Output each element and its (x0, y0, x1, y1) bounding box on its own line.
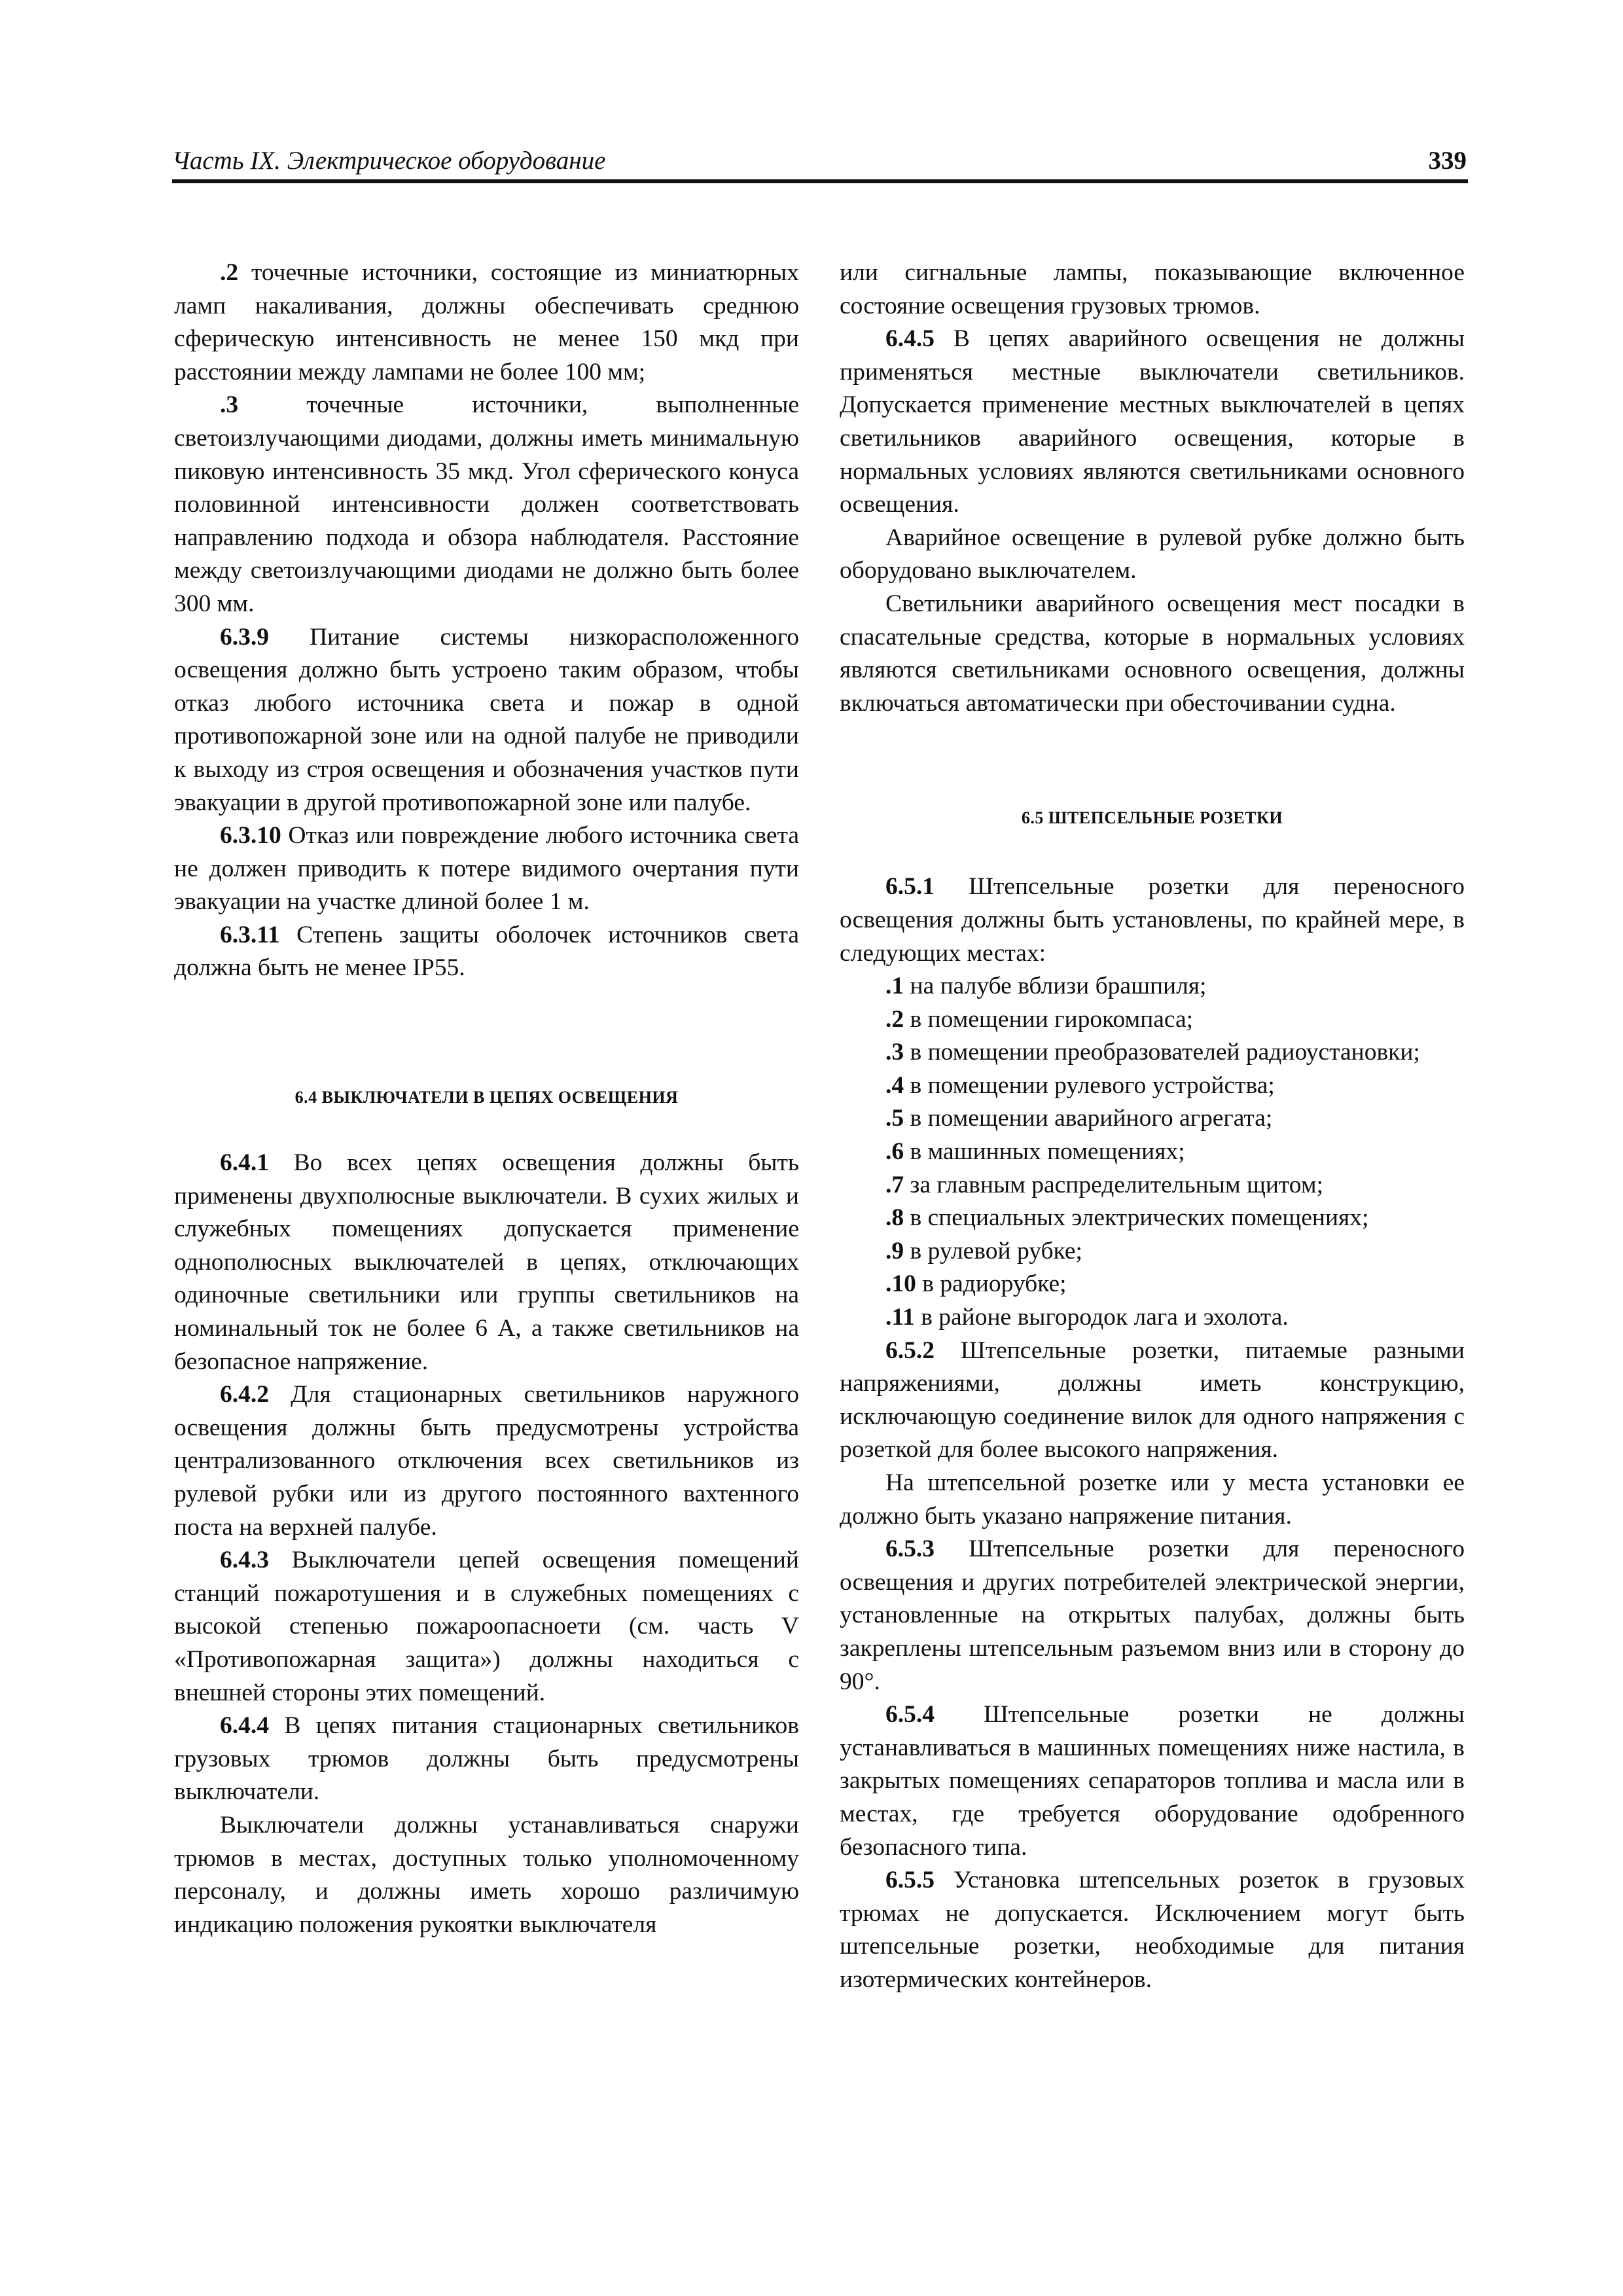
paragraph-text: Во всех цепях освещения должны быть применены двухполюсные выключатели. В сухих жилых и служебных помещениях допускается применение однополюсных выключателей в цепях, отключающих одиночные светильники или группы светильников на номинальный ток не более 6 А, а также светильников на безопасное напряжение. (174, 1149, 799, 1375)
paragraph-text: Выключатели цепей освещения помещений станций пожаротушения и в служебных помещениях с высокой степенью пожароопасноети (см. часть V «Противопожарная защита») должны находиться с внешней стороны этих помещений. (174, 1547, 799, 1706)
running-header-title: Часть IX. Электрическое оборудование (172, 147, 606, 175)
running-header (172, 145, 1468, 183)
page-number: 339 (1428, 147, 1467, 175)
list-item-text: на палубе вблизи брашпиля; (904, 973, 1207, 1000)
paragraph (174, 1147, 799, 1378)
paragraph-text: Штепсельные розетки, питаемые разными напряжениями, должны иметь конструкцию, исключающую соединение вилок для одного напряжения с розеткой для более высокого напряжения. (840, 1336, 1465, 1463)
list-item-text: в помещении гирокомпаса; (904, 1005, 1194, 1033)
left-column (174, 257, 799, 1941)
list-item-text: в машинных помещениях; (904, 1138, 1185, 1166)
paragraph (174, 919, 799, 985)
paragraph-text: точечные источники, состоящие из миниатюрных ламп накаливания, должны обеспечивать среднюю сферическую интенсивность не менее 150 мкд при расстоянии между лампами не более 100 мм; (174, 259, 799, 386)
paragraph (174, 1378, 799, 1544)
paragraph (840, 1864, 1465, 1996)
item-number: .2 (220, 259, 239, 286)
section-heading: 6.4 ВЫКЛЮЧАТЕЛИ В ЦЕПЯХ ОСВЕЩЕНИЯ (294, 1088, 679, 1107)
paragraph (840, 1698, 1465, 1864)
paragraph-text: Питание системы низкорасположенного освещения должно быть устроено таким образом, чтобы отказ любого источника света и пожар в одной противопожарной зоне или на одной палубе не приводили к выходу из строя освещения и обозначения участков пути эвакуации в другой противопожарной зоне или палубе. (174, 623, 799, 816)
right-column (840, 257, 1465, 1997)
list-item (840, 1136, 1465, 1169)
paragraph (174, 389, 799, 620)
paragraph-text: В цепях аварийного освещения не должны применяться местные выключатели светильников. Допускается применение местных выключателей в цепях светильников аварийного освещения, которые в нормальных условиях являются светильниками основного освещения. (840, 325, 1465, 518)
item-number: .5 (885, 1105, 904, 1132)
paragraph (174, 621, 799, 820)
paragraph-text: Отказ или повреждение любого источника света не должен приводить к потере видимого очертания пути эвакуации на участке длиной более 1 м. (174, 822, 799, 916)
paragraph: Выключатели должны устанавливаться снаружи трюмов в местах, доступных только уполномоченному персоналу, и должны иметь хорошо различимую индикацию положения рукоятки выключателя (174, 1811, 799, 1938)
list-item (840, 1003, 1465, 1037)
clause-number: 6.4.5 (885, 325, 935, 353)
list-item-text: в рулевой рубке; (904, 1237, 1082, 1265)
paragraph (174, 1544, 799, 1710)
list-item-text: в районе выгородок лага и эхолота. (914, 1304, 1289, 1331)
list-item-text: в специальных электрических помещениях; (904, 1204, 1369, 1232)
item-number: .2 (885, 1005, 904, 1033)
list-item (840, 1235, 1465, 1268)
paragraph-text: В цепях питания стационарных светильников грузовых трюмов должны быть предусмотрены выключатели. (174, 1712, 799, 1806)
item-number: .11 (885, 1304, 915, 1331)
list-item (840, 1102, 1465, 1136)
paragraph (840, 1335, 1465, 1467)
list-item (840, 1301, 1465, 1335)
paragraph-text: Для стационарных светильников наружного освещения должны быть предусмотрены устройства централизованного отключения всех светильников из рулевой рубки или из другого постоянного вахтенного поста на верхней палубе. (174, 1381, 799, 1541)
list-item-text: в радиорубке; (916, 1270, 1067, 1298)
paragraph-text: Штепсельные розетки для переносного освещения и других потребителей электрической энергии, установленные на открытых палубах, должны быть закреплены штепсельным разъемом вниз или в сторону до 90°. (840, 1535, 1465, 1695)
paragraph (174, 819, 799, 919)
paragraph: или сигнальные лампы, показывающие включенное состояние освещения грузовых трюмов. (840, 259, 1465, 319)
list-item (840, 1069, 1465, 1103)
item-number: .6 (885, 1138, 904, 1166)
paragraph (840, 323, 1465, 522)
item-number: .3 (885, 1039, 904, 1066)
list-item (840, 1169, 1465, 1202)
section-heading: 6.5 ШТЕПСЕЛЬНЫЕ РОЗЕТКИ (1021, 808, 1283, 828)
list-item (840, 970, 1465, 1003)
item-number: .3 (220, 391, 239, 419)
list-item (840, 1202, 1465, 1235)
clause-number: 6.3.11 (220, 921, 280, 948)
paragraph: На штепсельной розетке или у места установки ее должно быть указано напряжение питания. (840, 1469, 1465, 1530)
item-number: .9 (885, 1237, 904, 1265)
clause-number: 6.3.9 (220, 623, 269, 651)
clause-number: 6.5.3 (885, 1535, 935, 1563)
list-item (840, 1036, 1465, 1069)
item-number: .8 (885, 1204, 904, 1232)
paragraph (174, 1710, 799, 1809)
list-item-text: в помещении рулевого устройства; (904, 1071, 1275, 1099)
clause-number: 6.5.2 (885, 1336, 935, 1364)
list-item-text: за главным распределительным щитом; (904, 1171, 1323, 1198)
list-item (840, 1268, 1465, 1301)
paragraph (840, 870, 1465, 970)
paragraph: Светильники аварийного освещения мест посадки в спасательные средства, которые в нормальных условиях являются светильниками основного освещения, должны включаться автоматически при обесточивании судна. (840, 590, 1465, 717)
paragraph: Аварийное освещение в рулевой рубке должно быть оборудовано выключателем. (840, 524, 1465, 584)
clause-number: 6.4.4 (220, 1712, 269, 1740)
clause-number: 6.5.1 (885, 873, 935, 901)
paragraph-text: Установка штепсельных розеток в грузовых трюмах не допускается. Исключением могут быть штепсельные розетки, необходимые для питания изотермических контейнеров. (840, 1867, 1465, 1993)
list-item-text: в помещении аварийного агрегата; (904, 1105, 1273, 1132)
paragraph-text: Степень защиты оболочек источников света должна быть не менее IP55. (174, 921, 799, 982)
clause-number: 6.5.4 (885, 1701, 935, 1729)
paragraph-text: точечные источники, выполненные светоизлучающими диодами, должны иметь минимальную пиковую интенсивность 35 мкд. Угол сферического конуса половинной интенсивности должен соответствовать направлению подхода и обзора наблюдателя. Расстояние между светоизлучающими диодами не должно быть более 300 мм. (174, 391, 799, 617)
paragraph-text: Штепсельные розетки для переносного освещения должны быть установлены, по крайней мере, в следующих местах: (840, 873, 1465, 967)
item-number: .10 (885, 1270, 916, 1298)
paragraph (174, 257, 799, 389)
clause-number: 6.4.2 (220, 1381, 269, 1408)
paragraph-text: Штепсельные розетки не должны устанавливаться в машинных помещениях ниже настила, в закрытых помещениях сепараторов топлива и масла или в местах, где требуется оборудование одобренного безопасного типа. (840, 1701, 1465, 1861)
item-number: .1 (885, 973, 904, 1000)
item-number: .7 (885, 1171, 904, 1198)
clause-number: 6.4.1 (220, 1149, 269, 1177)
clause-number: 6.4.3 (220, 1547, 269, 1574)
clause-number: 6.3.10 (220, 822, 281, 850)
item-number: .4 (885, 1071, 904, 1099)
list-item-text: в помещении преобразователей радиоустановки; (904, 1039, 1420, 1066)
paragraph (840, 1533, 1465, 1698)
clause-number: 6.5.5 (885, 1867, 935, 1894)
